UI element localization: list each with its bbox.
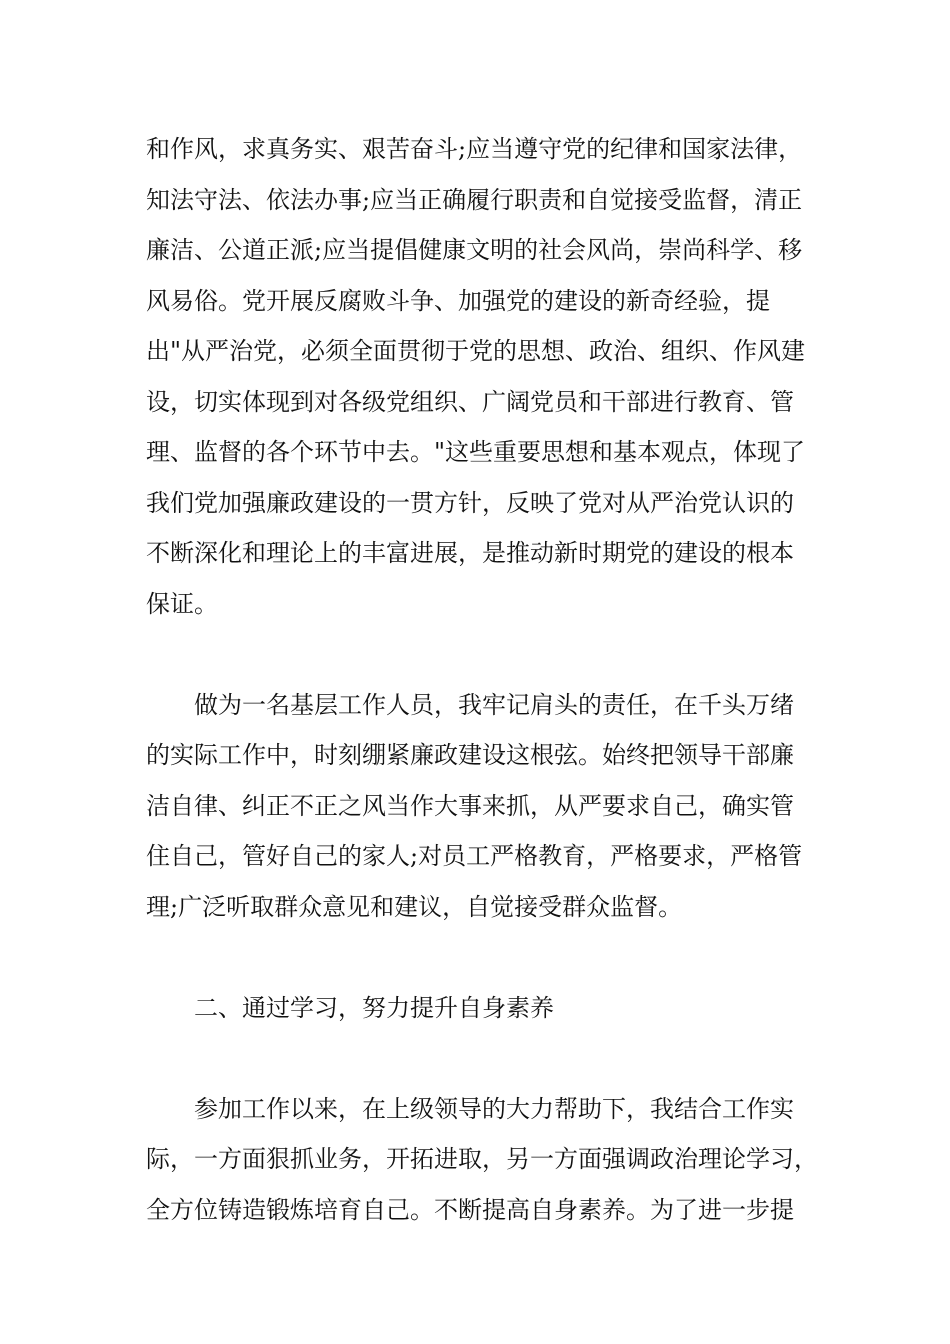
text-line: 廉洁、公道正派;应当提倡健康文明的社会风尚，崇尚科学、移 [146,236,803,264]
heading-line: 二、通过学习，努力提升自身素养 [194,993,554,1022]
text-line: 洁自律、纠正不正之风当作大事来抓，从严要求自己，确实管 [146,791,794,820]
text-line: 理;广泛听取群众意见和建议，自觉接受群众监督。 [146,892,683,921]
paragraph-spacer [146,932,816,983]
text-line: 和作风，求真务实、艰苦奋斗;应当遵守党的纪律和国家法律， [146,135,803,163]
paragraph-1 [146,124,816,629]
paragraph-3 [146,1084,816,1236]
section-heading [146,983,816,1034]
text-line: 保证。 [146,589,218,618]
text-line: 出"从严治党，必须全面贯彻于党的思想、政治、组织、作风建 [146,337,806,365]
paragraph-spacer [146,629,816,680]
text-line: 风易俗。党开展反腐败斗争、加强党的建设的新奇经验，提 [146,286,770,315]
text-line: 我们党加强廉政建设的一贯方针，反映了党对从严治党认识的 [146,488,794,517]
text-line: 做为一名基层工作人员，我牢记肩头的责任，在千头万绪 [194,690,794,719]
text-line: 不断深化和理论上的丰富进展，是推动新时期党的建设的根本 [146,539,794,567]
text-line: 设，切实体现到对各级党组织、广阔党员和干部进行教育、管 [146,387,794,416]
paragraph-spacer [146,1033,816,1084]
text-line: 知法守法、依法办事;应当正确履行职责和自觉接受监督，清正 [146,185,803,214]
document-body [146,124,816,1235]
text-line: 的实际工作中，时刻绷紧廉政建设这根弦。始终把领导干部廉 [146,741,794,769]
paragraph-2 [146,680,816,933]
text-line: 参加工作以来，在上级领导的大力帮助下，我结合工作实 [194,1094,794,1123]
text-line: 际，一方面狠抓业务，开拓进取，另一方面强调政治理论学习， [146,1145,818,1173]
text-line: 全方位铸造锻炼培育自己。不断提高自身素养。为了进一步提 [146,1195,794,1224]
text-line: 住自己，管好自己的家人;对员工严格教育，严格要求，严格管 [146,842,803,870]
text-line: 理、监督的各个环节中去。"这些重要思想和基本观点，体现了 [146,438,806,466]
